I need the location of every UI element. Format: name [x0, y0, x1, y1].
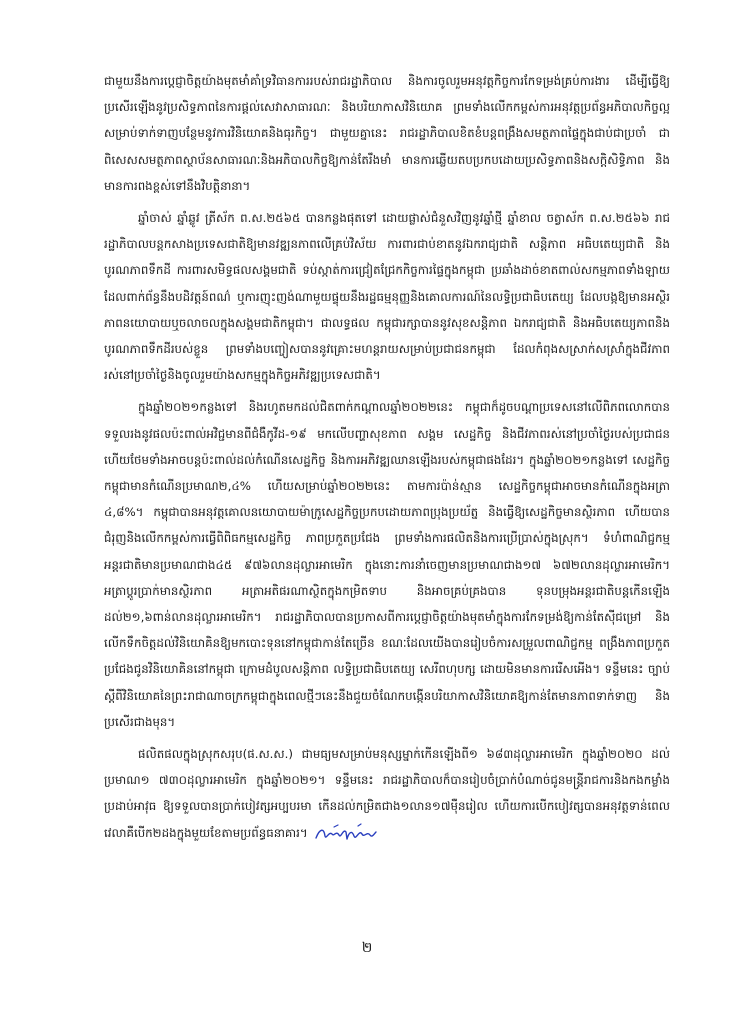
paragraph-2: ឆ្នាំចាស់ ឆ្នាំឆ្លូវ ត្រីស័ក ព.ស.២៥៦៥ បានកន្លងផុតទៅ ដោយផ្លាស់ជំនួសវិញនូវឆ្នាំថ្មី ឆ្នាំខាល ចត្វាស័ក ព.ស.២៥៦៦ រាជរដ្ឋាភិបាលបន្តកសាងប្រទេសជាតិឱ្យមានវឌ្ឍនភាពលើគ្រប់វិស័យ ការពារជាប់ខាតនូវឯករាជ្យជាតិ សន្តិភាព អធិបតេយ្យជាតិ និងបូរណភាពទឹកដី ការពារសមិទ្ធផលសង្គមជាតិ ទប់ស្កាត់ការជ្រៀតជ្រែកកិច្ចការផ្ទៃក្នុងកម្ពុជា ប្រឆាំងដាច់ខាតពាល់សកម្មភាពទាំងឡាយដែលពាក់ព័ន្ធនឹងបដិវត្តន៍ពណ៌ ឬការញុះញង់ណាមួយផ្ទុយនឹងរដ្ឋធម្មនុញ្ញនិងគោលការណ៍នៃលទ្ធិប្រជាធិបតេយ្យ ដែលបង្កឱ្យមានអស្ថិរភាពនយោបាយឬចលាចលក្នុងសង្គមជាតិកម្ពុជា។ ជាលទ្ធផល កម្ពុជារក្សាបាននូវសុខសន្តិភាព ឯករាជ្យជាតិ និងអធិបតេយ្យភាពនិងបូរណភាពទឹកដីរបស់ខ្លួន ព្រមទាំងបញ្ចៀសបាននូវគ្រោះមហន្តរាយសម្រាប់ប្រជាជនកម្ពុជា ដែលកំពុងសស្រាក់សស្រាំក្នុងជីវភាពរស់នៅប្រចាំថ្ងៃនិងចូលរួមយ៉ាងសកម្មក្នុងកិច្ចអភិវឌ្ឍប្រទេសជាតិ។ — [104, 211, 670, 383]
paragraph-3: ក្នុងឆ្នាំ២០២១កន្លងទៅ និងរហូតមកដល់ជិតពាក់កណ្តាលឆ្នាំ២០២២នេះ កម្ពុជាក៏ដូចបណ្តាប្រទេសនៅលើពិភពលោកបានទទួលរងនូវផលប៉ះពាល់អវិជ្ជមានពីជំងឺកូវីដ-១៩ មកលើបញ្ហាសុខភាព សង្គម សេដ្ឋកិច្ច និងជីវភាពរស់នៅប្រចាំថ្ងៃរបស់ប្រជាជន ហើយថែមទាំងអាចបន្តប៉ះពាល់ដល់កំណើនសេដ្ឋកិច្ច និងការអភិវឌ្ឍឈានឡើងរបស់កម្ពុជាផងដែរ។ ក្នុងឆ្នាំ២០២១កន្លងទៅ សេដ្ឋកិច្ចកម្ពុជាមានកំណើនប្រមាណ២,៤% ហើយសម្រាប់ឆ្នាំ២០២២នេះ តាមការប៉ាន់ស្មាន សេដ្ឋកិច្ចកម្ពុជាអាចមានកំណើនក្នុងអត្រា ៤,៨%។ កម្ពុជាបានអនុវត្តគោលនយោបាយម៉ាក្រូសេដ្ឋកិច្ចប្រកបដោយភាពប្រុងប្រយ័ត្ន និងធ្វើឱ្យសេដ្ឋកិច្ចមានស្ថិរភាព ហើយបានជំរុញនិងលើកកម្ពស់ការធ្វើពិពិធកម្មសេដ្ឋកិច្ច ភាពប្រកួតប្រជែង ព្រមទាំងការផលិតនិងការប្រើប្រាស់ក្នុងស្រុក។ ទំហំពាណិជ្ជកម្មអន្តរជាតិមានប្រមាណជាង៤៥ ៩៧៦លានដុល្លារអាមេរិក ក្នុងនោះការនាំចេញមានប្រមាណជាង១៧ ៦៧២លានដុល្លារអាមេរិក។ អត្រាប្តូរប្រាក់មានស្ថិរភាព អត្រាអតិផរណាស្ថិតក្នុងកម្រិតទាប និងអាចគ្រប់គ្រងបាន ទុនបម្រុងអន្តរជាតិបន្តកើនឡើងដល់២១,៦ពាន់លានដុល្លារអាមេរិក។ រាជរដ្ឋាភិបាលបានប្រកាសពីការប្តេជ្ញាចិត្តយ៉ាងមុតមាំក្នុងការកែទម្រង់ឱ្យកាន់តែស៊ីជម្រៅ និងលើកទឹកចិត្តដល់វិនិយោគិនឱ្យមកបោះទុននៅកម្ពុជាកាន់តែច្រើន ខណៈដែលយើងបានរៀបចំការសម្រួលពាណិជ្ជកម្ម ពង្រឹងភាពប្រកួតប្រជែងជូនវិនិយោគិននៅកម្ពុជា ក្រោមដំបូលសន្តិភាព លទ្ធិប្រជាធិបតេយ្យ សេរីពហុបក្ស ដោយមិនមានការរើសអើង។ ទន្ទឹមនេះ ច្បាប់ស្តីពីវិនិយោគនៃព្រះរាជាណាចក្រកម្ពុជាក្នុងពេលថ្មីៗនេះនឹងជួយចំណែកបង្កើនបរិយាកាសវិនិយោគឱ្យកាន់តែមានភាពទាក់ទាញ និងប្រសើរជាងមុន។ — [104, 400, 670, 729]
handwritten-signature — [314, 822, 378, 844]
paragraph-4 — [104, 741, 670, 846]
document-body — [104, 68, 670, 852]
paragraph-4-text: ផលិតផលក្នុងស្រុកសរុប(ផ.ស.ស.) ជាមធ្យមសម្រាប់មនុស្សម្នាក់កើនឡើងពី១ ៦៨៣ដុល្លារអាមេរិក ក្នុងឆ្នាំ២០២០ ដល់ប្រមាណ១ ៧៣០ដុល្លារអាមេរិក ក្នុងឆ្នាំ២០២១។ ទន្ទឹមនេះ រាជរដ្ឋាភិបាលក៏បានរៀបចំប្រាក់បំណាច់ជូនមន្ត្រីរាជការនិងកងកម្លាំងប្រដាប់អាវុធ ឱ្យទទួលបានប្រាក់បៀវត្សអប្បបរមា កើនដល់កម្រិតជាង១លាន១៧ម៉ឺនរៀល ហើយការបើកបៀវត្សបានអនុវត្តទាន់ពេលវេលាគឺបើក២ដងក្នុងមួយខែតាមប្រព័ន្ធធនាគារ។ — [104, 747, 670, 840]
paragraph-1: ជាមួយនឹងការប្តេជ្ញាចិត្តយ៉ាងមុតមាំគាំទ្រវិធានការរបស់រាជរដ្ឋាភិបាល និងការចូលរួមអនុវត្តកិច្ចការកែទម្រង់គ្រប់ការងារ ដើម្បីធ្វើឱ្យប្រសើរឡើងនូវប្រសិទ្ធភាពនៃការផ្តល់សេវាសាធារណៈ និងបរិយាកាសវិនិយោគ ព្រមទាំងលើកកម្ពស់ការអនុវត្តប្រព័ន្ធអភិបាលកិច្ចល្អ សម្រាប់ទាក់ទាញបន្ថែមនូវការវិនិយោគនិងធុរកិច្ច។ ជាមួយគ្នានេះ រាជរដ្ឋាភិបាលខិតខំបន្តពង្រឹងសមត្ថភាពផ្ទៃក្នុងជាប់ជាប្រចាំ ជាពិសេសសមត្ថភាពស្ថាប័នសាធារណៈនិងអភិបាលកិច្ចឱ្យកាន់តែរឹងមាំ មានការឆ្លើយតបប្រកបដោយប្រសិទ្ធភាពនិងសក្តិសិទ្ធិភាព និងមានការពងខ្ពស់ទៅនឹងវិបត្តិនានា។ — [104, 74, 670, 193]
page-number: ២ — [361, 940, 373, 956]
